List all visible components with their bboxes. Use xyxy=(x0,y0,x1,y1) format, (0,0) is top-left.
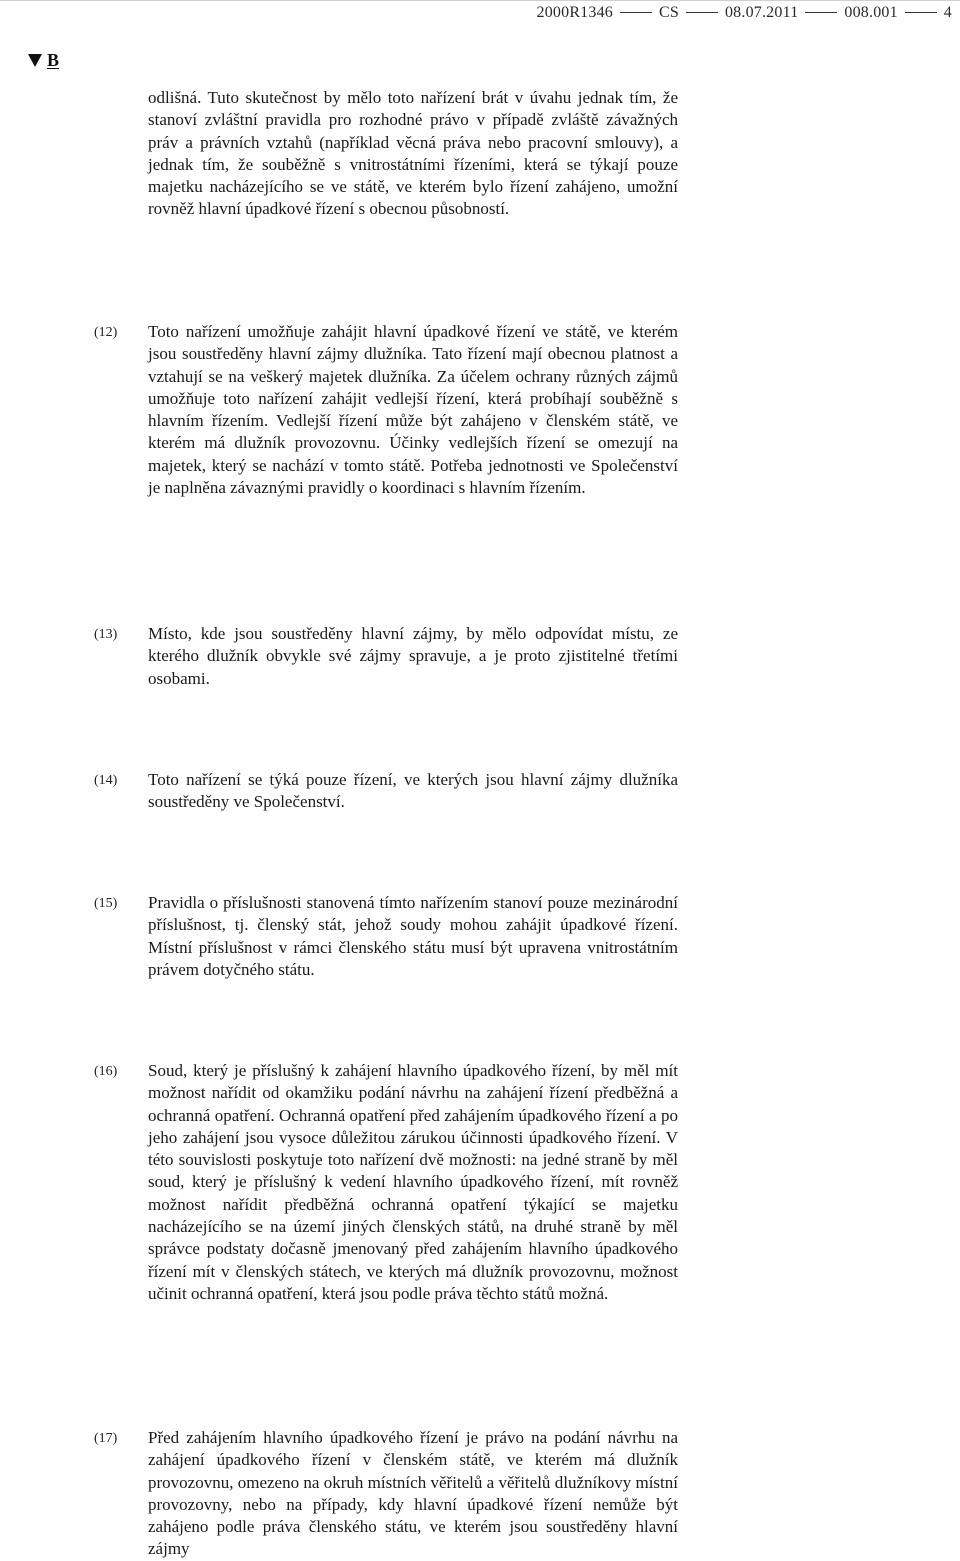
language-code: CS xyxy=(659,4,679,21)
triangle-down-icon xyxy=(28,54,42,67)
recital-number: (17) xyxy=(94,1431,118,1446)
recital-11-continuation: odlišná. Tuto skutečnost by mělo toto nařízení brát v úvahu jednak tím, že stanoví zvláštní pravidla pro rozhodné právo v případě zvláště závažných práv a právních vztahů (například věcná práva nebo pracovní smlouvy), a jednak tím, že souběžně s vnitrostátními řízeními, která se týkají pouze majetku nacházejícího se ve státě, ve kterém bylo řízení zahájeno, umožní rovněž hlavní úpadkové řízení s obecnou působností. xyxy=(148,88,678,219)
amendment-marker-label: B xyxy=(47,50,60,70)
page-header xyxy=(0,0,960,21)
recital-17-text: Před zahájením hlavního úpadkového řízení je právo na podání návrhu na zahájení úpadkového řízení v členském státě, ve kterém má dlužník provozovnu, omezeno na okruh místních věřitelů a věřitelů dlužníkovy místní provozovny, nebo na případy, kdy hlavní úpadkové řízení nemůže být zahájeno podle práva členského státu, ve kterém jsou soustředěny hlavní zájmy xyxy=(148,1428,678,1559)
dash-separator xyxy=(805,12,837,13)
recital-number: (15) xyxy=(94,896,118,911)
recital-number: (14) xyxy=(94,773,118,788)
dash-separator xyxy=(686,12,718,13)
recital-13-text: Místo, kde jsou soustředěny hlavní zájmy, by mělo odpovídat místu, ze kterého dlužník obvykle své zájmy spravuje, a je proto zjistitelné třetími osobami. xyxy=(148,624,678,688)
page-number: 4 xyxy=(943,4,952,21)
recital-16-text: Soud, který je příslušný k zahájení hlavního úpadkového řízení, by měl mít možnost nařídit od okamžiku podání návrhu na zahájení řízení předběžná a ochranná opatření. Ochranná opatření před zahájením úpadkového řízení a po jeho zahájení jsou vysoce důležitou zárukou účinnosti úpadkového řízení. V této souvislosti poskytuje toto nařízení dvě možnosti: na jedné straně by měl soud, který je příslušný k vedení hlavního úpadkového řízení, mít rovněž možnost nařídit předběžná ochranná opatření týkající se majetku nacházejícího se na území jiných členských států, na druhé straně by měl správce podstaty dočasně jmenovaný před zahájením hlavního úpadkového řízení mít v členských státech, ve kterých má dlužník provozovnu, možnost učinit ochranná opatření, která jsou podle práva těchto států možná. xyxy=(148,1061,678,1303)
amendment-marker xyxy=(28,50,59,71)
dash-separator xyxy=(620,12,652,13)
version-number: 008.001 xyxy=(844,4,898,21)
recital-15-text: Pravidla o příslušnosti stanovená tímto nařízením stanoví pouze mezinárodní příslušnost, tj. členský stát, jehož soudy mohou zahájit úpadkové řízení. Místní příslušnost v rámci členského státu musí být upravena vnitrostátním právem dotyčného státu. xyxy=(148,893,678,979)
header-rule xyxy=(0,0,960,1)
consolidation-date: 08.07.2011 xyxy=(724,4,799,21)
recital-number: (16) xyxy=(94,1064,118,1079)
recital-number: (12) xyxy=(94,325,118,340)
document-id: 2000R1346 xyxy=(536,4,613,21)
dash-separator xyxy=(905,12,937,13)
recital-number: (13) xyxy=(94,627,118,642)
recital-14-text: Toto nařízení se týká pouze řízení, ve kterých jsou hlavní zájmy dlužníka soustředěny ve Společenství. xyxy=(148,770,678,812)
recital-12-text: Toto nařízení umožňuje zahájit hlavní úpadkové řízení ve státě, ve kterém jsou soustředěny hlavní zájmy dlužníka. Tato řízení mají obecnou platnost a vztahují se na veškerý majetek dlužníka. Za účelem ochrany různých zájmů umožňuje toto nařízení zahájit vedlejší řízení, která probíhají souběžně s hlavním řízením. Vedlejší řízení může být zahájeno v členském státě, ve kterém má dlužník provozovnu. Účinky vedlejších řízení se omezují na majetek, který se nachází v tomto státě. Potřeba jednotnosti ve Společenství je naplněna závaznými pravidly o koordinaci s hlavním řízením. xyxy=(148,322,678,498)
document-reference xyxy=(537,4,952,22)
